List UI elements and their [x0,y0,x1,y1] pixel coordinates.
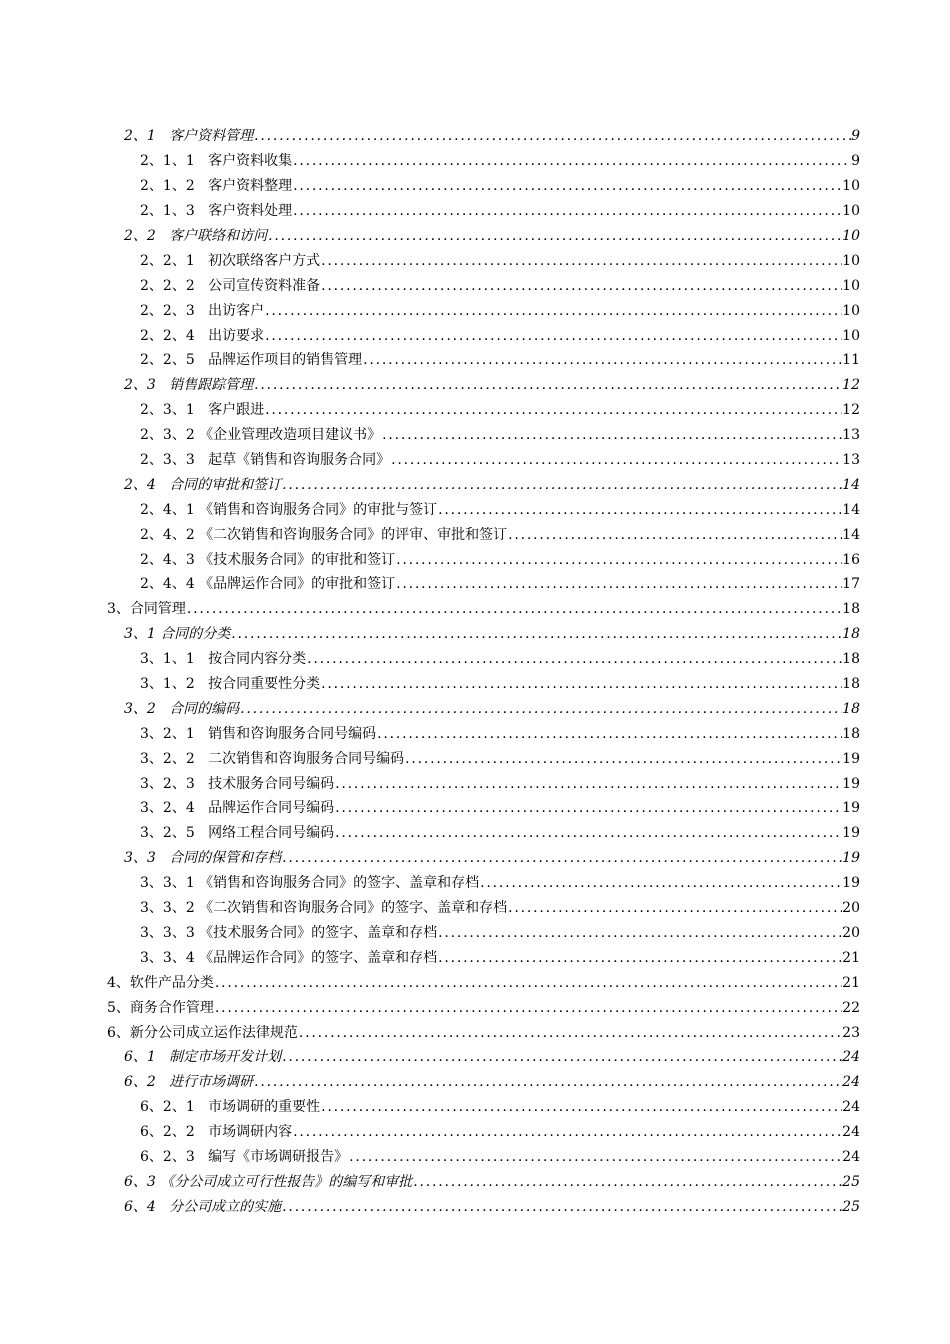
toc-entry-page-number: 19 [842,800,860,817]
toc-entry[interactable] [0,945,950,970]
toc-entry-page-number: 24 [842,1074,860,1091]
toc-entry-page-number: 12 [842,402,860,419]
toc-dot-leader [480,874,842,892]
toc-entry-line [140,323,860,348]
toc-entry-page-number: 21 [842,949,860,966]
toc-entry-page-number: 9 [851,128,860,145]
toc-dot-leader [282,849,842,867]
toc-entry-line [140,945,860,970]
toc-entry-title: 6、2 进行市场调研 [124,1074,254,1091]
toc-entry-title: 6、新分公司成立运作法律规范 [107,1024,298,1041]
toc-entry-line [140,672,860,697]
toc-entry-title: 2、2、4 出访要求 [140,327,265,344]
toc-dot-leader [240,700,842,718]
toc-entry-title: 3、2、2 二次销售和咨询服务合同号编码 [140,750,405,767]
toc-entry[interactable] [0,1194,950,1219]
toc-dot-leader [265,302,842,320]
toc-entry-title: 3、1、2 按合同重要性分类 [140,676,321,693]
toc-entry[interactable] [0,423,950,448]
toc-entry-line [124,124,860,149]
toc-entry-line [107,970,860,995]
toc-dot-leader [335,775,842,793]
toc-entry-page-number: 19 [842,850,860,867]
toc-dot-leader [321,252,842,270]
toc-dot-leader [254,376,842,394]
toc-entry-title: 2、2、2 公司宣传资料准备 [140,277,321,294]
toc-entry-line [140,721,860,746]
toc-dot-leader [265,327,842,345]
toc-entry-title: 3、2、4 品牌运作合同号编码 [140,800,335,817]
toc-dot-leader [299,1024,842,1042]
toc-entry[interactable] [0,995,950,1020]
toc-entry-page-number: 18 [842,700,860,717]
toc-entry-title: 4、软件产品分类 [107,974,214,991]
toc-entry[interactable] [0,1120,950,1145]
toc-entry-page-number: 10 [842,228,860,244]
toc-entry-page-number: 18 [842,601,860,618]
toc-entry[interactable] [0,522,950,547]
toc-entry-title: 2、3、2 《企业管理改造项目建议书》 [140,427,382,444]
toc-entry-page-number: 16 [842,551,860,568]
toc-entry-line [140,921,860,946]
toc-entry[interactable] [0,821,950,846]
toc-entry-title: 3、2 合同的编码 [124,700,240,717]
toc-entry-line [140,522,860,547]
toc-entry-title: 2、1 客户资料管理 [124,128,254,145]
toc-entry-line [124,622,860,647]
toc-dot-leader [187,600,842,618]
toc-dot-leader [231,625,842,643]
toc-entry-title: 2、3、3 起草《销售和咨询服务合同》 [140,452,391,469]
toc-dot-leader [321,675,842,693]
toc-entry-title: 2、2、1 初次联络客户方式 [140,252,321,269]
toc-entry-page-number: 19 [842,775,860,792]
toc-entry-page-number: 9 [851,153,860,170]
toc-entry[interactable] [0,1020,950,1045]
toc-entry-page-number: 13 [842,427,860,444]
toc-entry-line [140,1095,860,1120]
toc-entry-page-number: 10 [842,277,860,294]
toc-entry-page-number: 25 [842,1198,860,1215]
toc-dot-leader [405,750,842,768]
toc-dot-leader [396,575,842,593]
toc-entry-line [124,1169,860,1194]
toc-entry[interactable] [0,448,950,473]
toc-entry-title: 3、2、3 技术服务合同号编码 [140,775,335,792]
toc-entry-page-number: 19 [842,825,860,842]
toc-entry[interactable] [0,970,950,995]
toc-dot-leader [321,1098,842,1116]
toc-entry-line [107,1020,860,1045]
toc-dot-leader [254,127,851,145]
toc-entry-line [124,1070,860,1095]
toc-entry-line [140,796,860,821]
toc-entry[interactable] [0,248,950,273]
toc-entry-title: 3、2、5 网络工程合同号编码 [140,825,335,842]
toc-dot-leader [508,526,842,544]
toc-dot-leader [268,227,842,245]
toc-dot-leader [438,501,842,519]
toc-entry-line [140,1145,860,1170]
toc-entry-title: 2、4、2 《二次销售和咨询服务合同》的评审、审批和签订 [140,526,508,543]
toc-entry-line [124,224,860,249]
toc-entry-page-number: 22 [842,999,860,1016]
toc-entry-title: 3、3 合同的保管和存档 [124,850,282,867]
toc-dot-leader [377,725,842,743]
toc-dot-leader [265,401,842,419]
toc-entry[interactable] [0,149,950,174]
toc-dot-leader [254,1073,842,1091]
toc-entry-line [140,547,860,572]
toc-entry[interactable] [0,224,950,249]
toc-entry-line [124,846,860,871]
toc-entry-page-number: 19 [842,875,860,892]
toc-dot-leader [293,1123,842,1141]
toc-entry[interactable] [0,124,950,149]
toc-entry-page-number: 24 [842,1049,860,1066]
toc-entry-line [124,1194,860,1219]
toc-entry-title: 3、合同管理 [107,601,186,618]
toc-entry[interactable] [0,622,950,647]
toc-entry-page-number: 14 [842,501,860,518]
toc-entry-line [140,398,860,423]
toc-dot-leader [396,551,842,569]
toc-entry-line [140,273,860,298]
toc-entry[interactable] [0,547,950,572]
toc-dot-leader [215,974,842,992]
toc-dot-leader [438,924,842,942]
toc-entry[interactable] [0,572,950,597]
toc-entry-title: 3、3、3 《技术服务合同》的签字、盖章和存档 [140,924,438,941]
toc-entry-title: 2、1、2 客户资料整理 [140,178,293,195]
toc-entry-page-number: 20 [842,924,860,941]
toc-entry-title: 5、商务合作管理 [107,999,214,1016]
toc-entry-title: 2、4 合同的审批和签订 [124,476,282,493]
toc-entry[interactable] [0,696,950,721]
toc-entry-page-number: 21 [842,974,860,991]
toc-entry-page-number: 24 [842,1148,860,1165]
toc-entry[interactable] [0,298,950,323]
toc-entry-line [140,199,860,224]
toc-entry[interactable] [0,199,950,224]
toc-entry-line [124,373,860,398]
table-of-contents [0,124,950,1219]
toc-entry-line [107,597,860,622]
toc-entry-title: 6、3 《分公司成立可行性报告》的编写和审批 [124,1173,413,1190]
toc-entry-page-number: 14 [842,526,860,543]
toc-entry-page-number: 19 [842,750,860,767]
toc-dot-leader [335,799,842,817]
toc-entry[interactable] [0,1095,950,1120]
toc-entry-line [140,647,860,672]
toc-entry-title: 3、3、4 《品牌运作合同》的签字、盖章和存档 [140,949,438,966]
toc-entry[interactable] [0,771,950,796]
toc-dot-leader [293,177,842,195]
toc-entry-line [140,1120,860,1145]
toc-entry-page-number: 17 [842,576,860,593]
toc-entry-page-number: 23 [842,1024,860,1041]
toc-entry-page-number: 14 [842,476,860,493]
toc-entry-page-number: 11 [842,352,860,369]
toc-entry[interactable] [0,1169,950,1194]
toc-entry-page-number: 18 [842,725,860,742]
toc-entry[interactable] [0,497,950,522]
toc-dot-leader [335,824,842,842]
toc-entry-title: 3、3、1 《销售和咨询服务合同》的签字、盖章和存档 [140,875,480,892]
toc-entry-page-number: 13 [842,452,860,469]
toc-entry-title: 3、3、2 《二次销售和咨询服务合同》的签字、盖章和存档 [140,900,508,917]
toc-entry-line [140,871,860,896]
toc-entry[interactable] [0,672,950,697]
toc-entry-title: 2、3、1 客户跟进 [140,402,265,419]
toc-dot-leader [349,1148,842,1166]
toc-entry-page-number: 10 [842,203,860,220]
toc-dot-leader [293,152,851,170]
toc-entry-title: 6、1 制定市场开发计划 [124,1049,282,1066]
toc-dot-leader [321,277,842,295]
toc-entry[interactable] [0,871,950,896]
toc-entry-title: 2、4、3 《技术服务合同》的审批和签订 [140,551,396,568]
toc-entry[interactable] [0,273,950,298]
toc-entry-page-number: 18 [842,676,860,693]
toc-entry[interactable] [0,1045,950,1070]
toc-entry-page-number: 10 [842,178,860,195]
toc-entry-page-number: 10 [842,252,860,269]
toc-entry-title: 2、2、3 出访客户 [140,302,265,319]
toc-entry-title: 3、2、1 销售和咨询服务合同号编码 [140,725,377,742]
toc-entry-line [140,821,860,846]
toc-dot-leader [282,476,842,494]
toc-entry-title: 6、4 分公司成立的实施 [124,1198,282,1215]
toc-entry-title: 2、4、1 《销售和咨询服务合同》的审批与签订 [140,501,438,518]
toc-entry-title: 2、3 销售跟踪管理 [124,377,254,394]
toc-dot-leader [413,1173,842,1191]
toc-entry-title: 3、1 合同的分类 [124,626,231,643]
toc-entry-line [124,696,860,721]
toc-entry-line [140,771,860,796]
toc-dot-leader [382,426,842,444]
toc-dot-leader [363,351,842,369]
toc-entry-line [124,1045,860,1070]
toc-entry-title: 2、1、1 客户资料收集 [140,153,293,170]
toc-entry-page-number: 25 [842,1173,860,1190]
toc-entry-page-number: 24 [842,1124,860,1141]
toc-entry[interactable] [0,796,950,821]
toc-dot-leader [282,1048,842,1066]
toc-entry[interactable] [0,373,950,398]
toc-entry-page-number: 20 [842,900,860,917]
toc-entry-line [124,472,860,497]
toc-entry-page-number: 18 [842,651,860,668]
toc-entry-title: 2、4、4 《品牌运作合同》的审批和签订 [140,576,396,593]
toc-entry-line [140,746,860,771]
toc-dot-leader [282,1198,842,1216]
toc-entry-line [140,248,860,273]
toc-entry[interactable] [0,597,950,622]
toc-entry[interactable] [0,721,950,746]
toc-entry-title: 6、2、1 市场调研的重要性 [140,1099,321,1116]
toc-entry[interactable] [0,323,950,348]
toc-dot-leader [391,451,842,469]
toc-entry[interactable] [0,1070,950,1095]
toc-dot-leader [438,949,842,967]
toc-entry[interactable] [0,348,950,373]
toc-entry-title: 2、1、3 客户资料处理 [140,203,293,220]
toc-entry[interactable] [0,896,950,921]
toc-entry[interactable] [0,647,950,672]
toc-entry-page-number: 10 [842,302,860,319]
toc-entry-line [140,298,860,323]
toc-dot-leader [215,999,842,1017]
toc-entry-line [140,149,860,174]
toc-dot-leader [293,202,842,220]
toc-entry-title: 2、2 客户联络和访问 [124,228,268,244]
toc-entry-title: 2、2、5 品牌运作项目的销售管理 [140,352,363,369]
toc-entry-page-number: 18 [842,626,860,643]
toc-entry[interactable] [0,746,950,771]
toc-entry[interactable] [0,921,950,946]
toc-entry[interactable] [0,846,950,871]
toc-entry-line [107,995,860,1020]
toc-entry-line [140,448,860,473]
toc-entry-line [140,572,860,597]
toc-entry-line [140,423,860,448]
toc-entry-page-number: 24 [842,1099,860,1116]
toc-entry-line [140,174,860,199]
toc-entry[interactable] [0,174,950,199]
toc-entry-title: 6、2、3 编写《市场调研报告》 [140,1148,349,1165]
toc-dot-leader [307,650,842,668]
toc-entry-title: 6、2、2 市场调研内容 [140,1124,293,1141]
toc-entry[interactable] [0,398,950,423]
toc-dot-leader [508,899,842,917]
toc-entry[interactable] [0,472,950,497]
toc-entry-line [140,497,860,522]
toc-entry-line [140,348,860,373]
toc-entry-page-number: 10 [842,327,860,344]
toc-entry-title: 3、1、1 按合同内容分类 [140,651,307,668]
toc-entry-line [140,896,860,921]
toc-entry[interactable] [0,1145,950,1170]
toc-entry-page-number: 12 [842,377,860,394]
